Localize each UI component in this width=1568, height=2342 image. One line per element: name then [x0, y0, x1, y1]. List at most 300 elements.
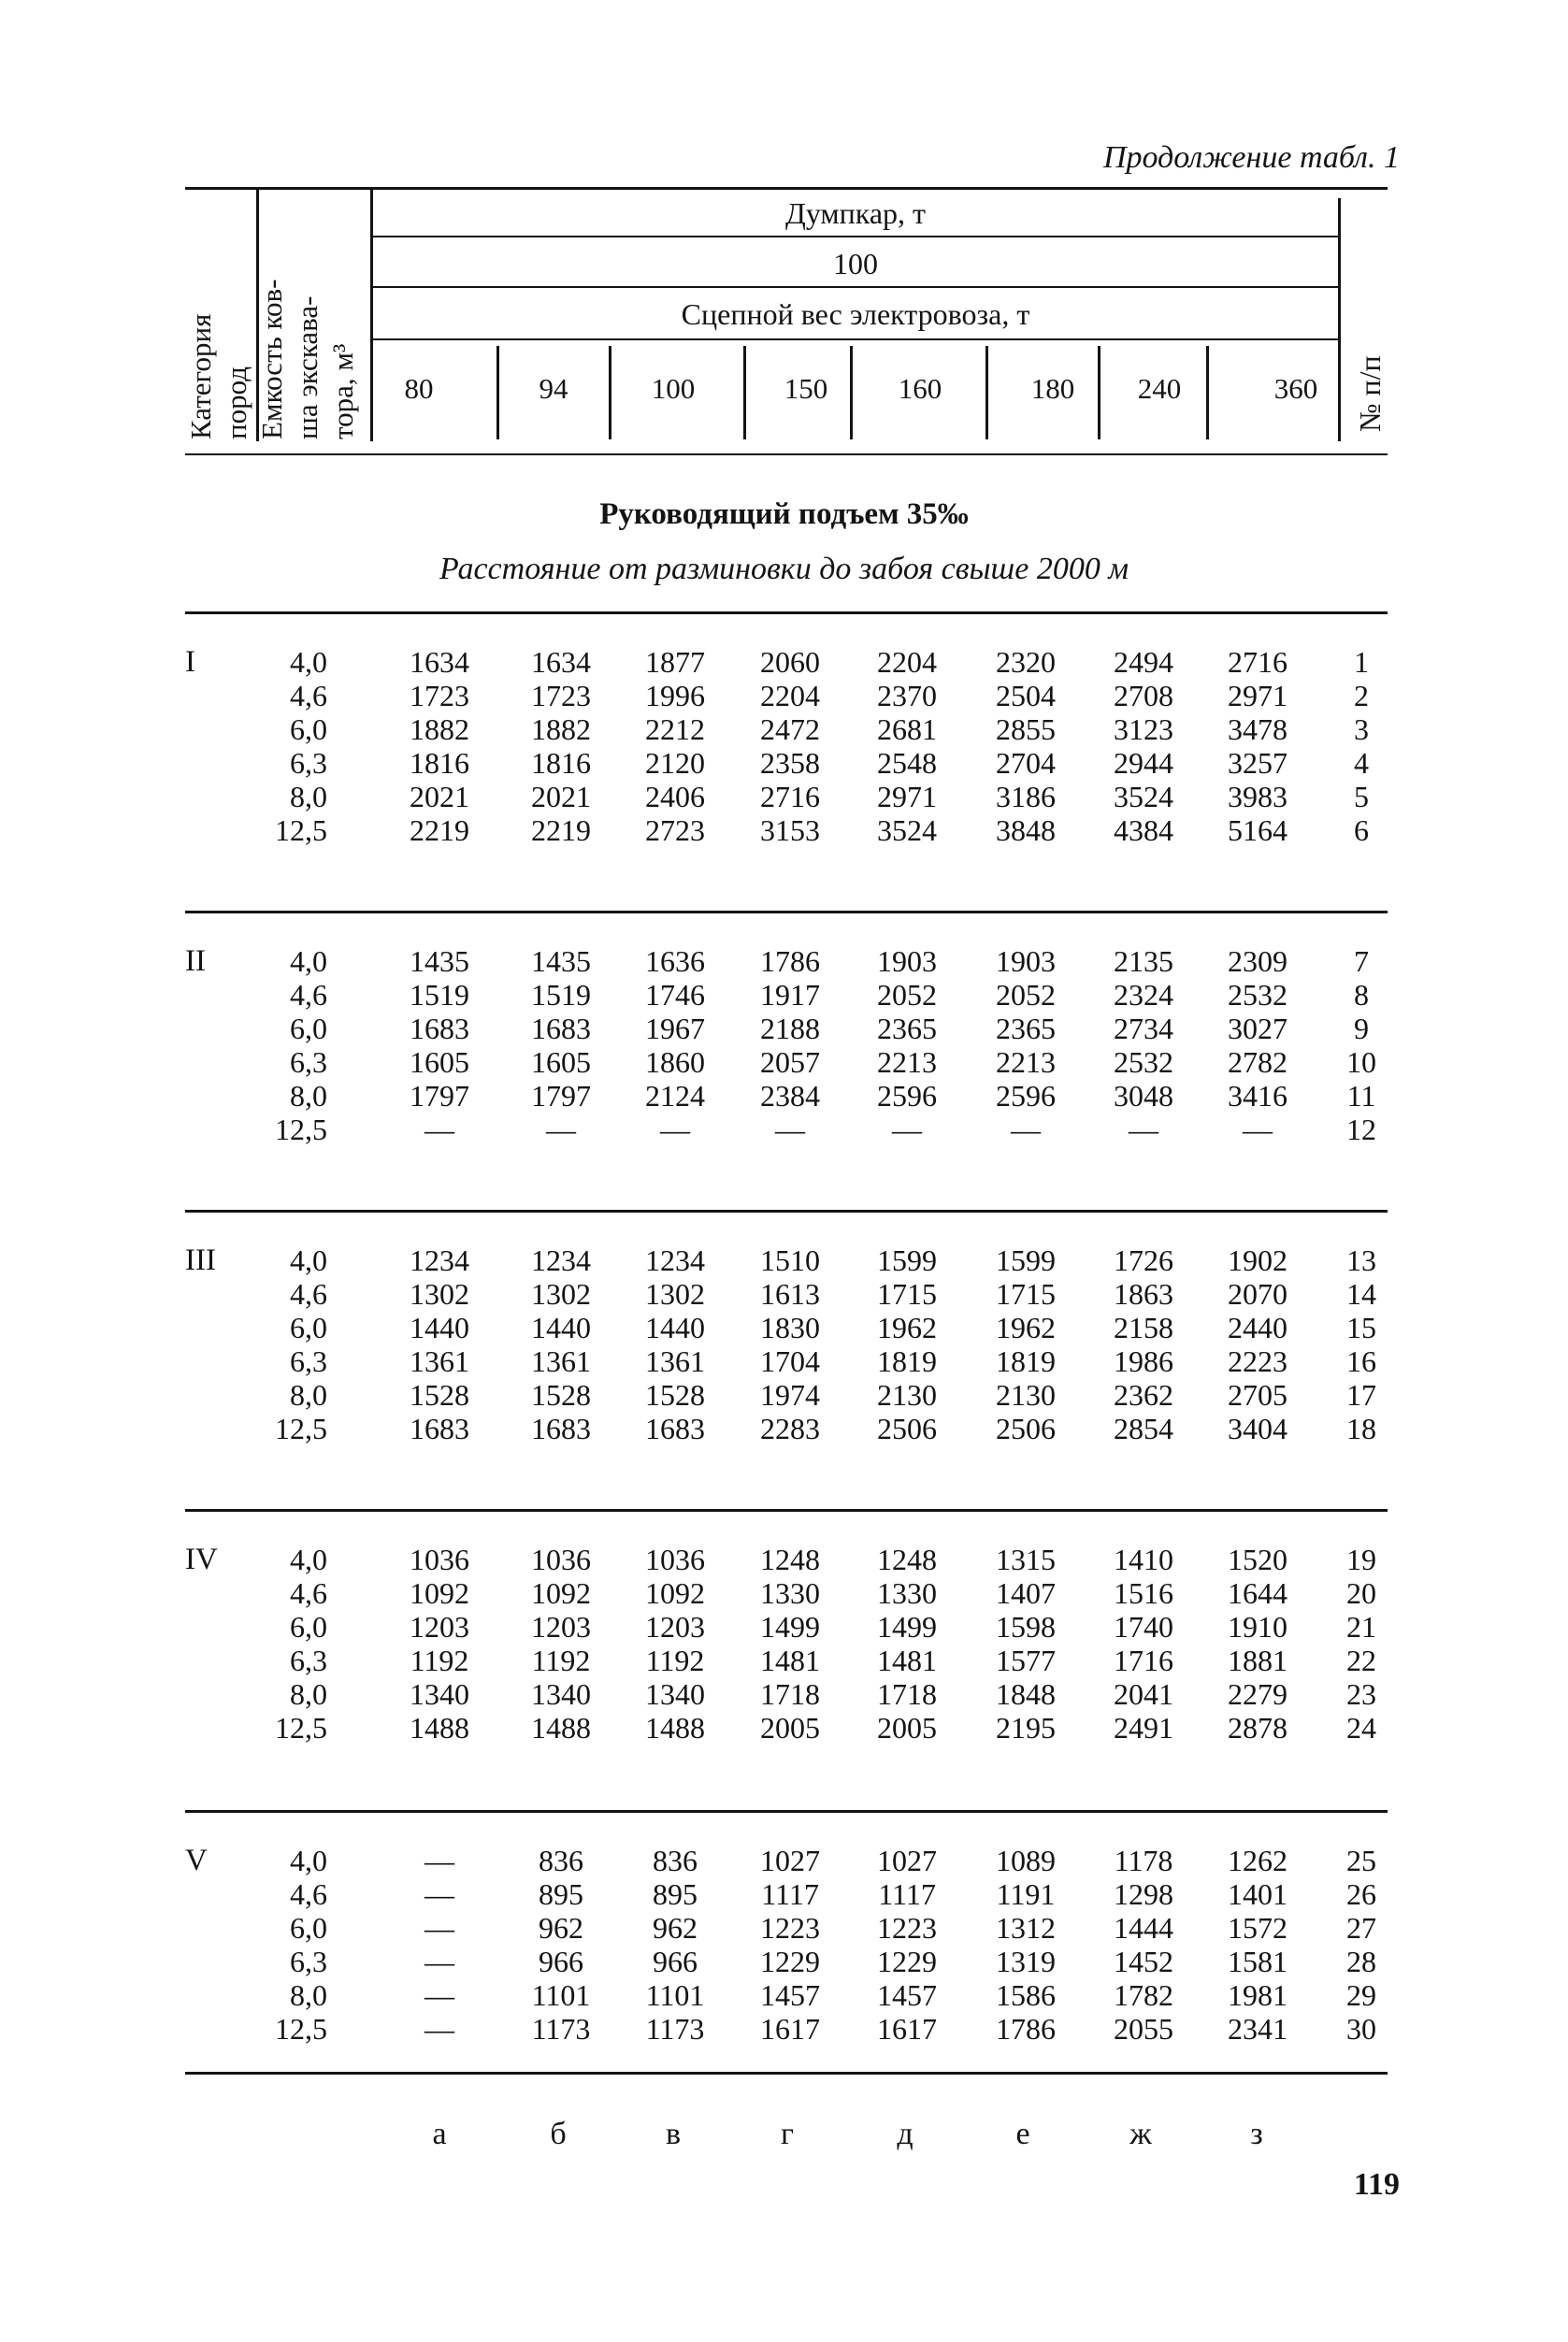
table-cell: 2324	[1114, 978, 1173, 1012]
table-cell: 1435	[410, 944, 469, 978]
category-label: II	[185, 944, 206, 978]
table-cell: 1634	[410, 645, 469, 679]
category-label: IV	[185, 1543, 218, 1576]
table-cell: 2365	[996, 1012, 1056, 1045]
table-cell: 2704	[996, 746, 1056, 780]
table-cell: 1617	[760, 2012, 820, 2046]
table-cell: 1830	[760, 1311, 820, 1344]
table-cell: 2341	[1228, 2012, 1287, 2046]
table-cell: 1572	[1228, 1911, 1287, 1945]
table-cell: 2504	[996, 679, 1056, 712]
row-number: 24	[1346, 1711, 1376, 1745]
table-cell: 2005	[877, 1711, 937, 1745]
table-cell: 1683	[531, 1012, 591, 1045]
table-cell: 1981	[1228, 1978, 1287, 2012]
table-cell: 836	[653, 1844, 698, 1877]
table-cell: 1340	[645, 1677, 705, 1711]
section-subtitle: Расстояние от разминовки до забоя свыше 2000 м	[439, 552, 1129, 586]
table-cell: 1452	[1114, 1945, 1173, 1978]
table-cell: 1599	[996, 1243, 1056, 1277]
loco-weight: 180	[1030, 372, 1075, 405]
table-cell: 1315	[996, 1543, 1056, 1576]
table-cell: 1683	[410, 1412, 469, 1445]
table-cell: 2406	[645, 780, 705, 813]
table-cell: 1974	[760, 1378, 820, 1412]
table-cell: 1797	[410, 1079, 469, 1113]
table-cell: 1117	[761, 1877, 819, 1911]
table-cell: 1117	[878, 1877, 936, 1911]
table-cell: 1410	[1114, 1543, 1173, 1576]
table-cell: 2878	[1228, 1711, 1287, 1745]
table-cell: 1605	[410, 1045, 469, 1079]
table-cell: 2135	[1114, 944, 1173, 978]
row-number: 4	[1354, 746, 1369, 780]
table-cell: 1036	[410, 1543, 469, 1576]
table-cell: 2052	[877, 978, 937, 1012]
table-cell: 1683	[531, 1412, 591, 1445]
table-cell: 3404	[1228, 1412, 1287, 1445]
table-cell: 1092	[410, 1576, 469, 1610]
bucket-capacity: 6,0	[290, 1012, 327, 1045]
bucket-capacity: 4,6	[290, 679, 327, 712]
table-cell: 1962	[877, 1311, 937, 1344]
table-cell: 1715	[877, 1277, 937, 1311]
table-cell: 2532	[1114, 1045, 1173, 1079]
table-cell: 2188	[760, 1012, 820, 1045]
table-cell: 1192	[410, 1644, 469, 1677]
table-cell: 2204	[760, 679, 820, 712]
row-number: 5	[1354, 780, 1369, 813]
table-cell: 1457	[877, 1978, 937, 2012]
table-cell: 1302	[531, 1277, 591, 1311]
bucket-capacity: 12,5	[275, 1113, 327, 1146]
table-cell: 3524	[877, 813, 937, 847]
table-cell: 2052	[996, 978, 1056, 1012]
table-cell: 1519	[410, 978, 469, 1012]
column-letter: е	[1015, 2117, 1030, 2151]
table-cell: 2472	[760, 712, 820, 746]
table-cell: 1488	[410, 1711, 469, 1745]
bucket-capacity: 6,0	[290, 1311, 327, 1344]
table-cell: 3848	[996, 813, 1056, 847]
table-cell: 1488	[531, 1711, 591, 1745]
loco-weight: 94	[539, 372, 568, 405]
table-cell: 2506	[877, 1412, 937, 1445]
table-cell: 1036	[645, 1543, 705, 1576]
bucket-capacity: 8,0	[290, 1378, 327, 1412]
bucket-capacity: 4,0	[290, 944, 327, 978]
table-cell: 1440	[645, 1311, 705, 1344]
table-cell: 1499	[877, 1610, 937, 1644]
bucket-capacity: 6,3	[290, 746, 327, 780]
table-cell: 1786	[996, 2012, 1056, 2046]
table-cell: 1726	[1114, 1243, 1173, 1277]
header-category-text: Категория пород	[184, 313, 252, 439]
row-number: 13	[1346, 1243, 1376, 1277]
bucket-capacity: 4,6	[290, 978, 327, 1012]
table-cell: 2213	[877, 1045, 937, 1079]
table-cell: 1613	[760, 1277, 820, 1311]
table-cell: 1598	[996, 1610, 1056, 1644]
bucket-capacity: 6,3	[290, 1045, 327, 1079]
table-cell: 2223	[1228, 1344, 1287, 1378]
table-cell: 1340	[410, 1677, 469, 1711]
table-cell: 3983	[1228, 780, 1287, 813]
table-cell: 2158	[1114, 1311, 1173, 1344]
table-cell: 1234	[531, 1243, 591, 1277]
table-cell: 2021	[531, 780, 591, 813]
table-cell: 2213	[996, 1045, 1056, 1079]
table-cell: 1683	[410, 1012, 469, 1045]
table-cell: 2370	[877, 679, 937, 712]
row-number: 14	[1346, 1277, 1376, 1311]
table-cell: 1819	[996, 1344, 1056, 1378]
table-cell: 2195	[996, 1711, 1056, 1745]
table-cell: 1203	[645, 1610, 705, 1644]
row-number: 22	[1346, 1644, 1376, 1677]
page-number: 119	[1353, 2167, 1400, 2202]
row-number: 11	[1346, 1079, 1376, 1113]
table-cell: 1203	[410, 1610, 469, 1644]
table-cell: 1092	[645, 1576, 705, 1610]
table-cell: —	[892, 1113, 922, 1146]
loco-weight: 150	[784, 372, 828, 405]
table-cell: 1746	[645, 978, 705, 1012]
table-cell: 2782	[1228, 1045, 1287, 1079]
table-cell: 1718	[877, 1677, 937, 1711]
loco-weight: 160	[898, 372, 942, 405]
table-cell: 1510	[760, 1243, 820, 1277]
bucket-capacity: 4,0	[290, 645, 327, 679]
table-cell: 1407	[996, 1576, 1056, 1610]
header-bucket-line1: Емкость ков-	[255, 279, 288, 439]
table-cell: 2596	[996, 1079, 1056, 1113]
table-cell: 1581	[1228, 1945, 1287, 1978]
table-cell: 1178	[1114, 1844, 1173, 1877]
table-cell: 3048	[1114, 1079, 1173, 1113]
category-label: III	[185, 1243, 216, 1277]
bucket-capacity: 8,0	[290, 1079, 327, 1113]
table-cell: 895	[653, 1877, 698, 1911]
table-cell: 4384	[1114, 813, 1173, 847]
table-cell: 1173	[531, 2012, 591, 2046]
table-cell: 2708	[1114, 679, 1173, 712]
row-number: 29	[1346, 1978, 1376, 2012]
table-cell: 966	[539, 1945, 583, 1978]
table-cell: 1223	[760, 1911, 820, 1945]
loco-weight: 100	[651, 372, 696, 405]
table-cell: 1089	[996, 1844, 1056, 1877]
table-cell: —	[424, 1113, 454, 1146]
table-cell: 2705	[1228, 1378, 1287, 1412]
table-cell: 1302	[410, 1277, 469, 1311]
table-cell: 1330	[877, 1576, 937, 1610]
table-cell: 2124	[645, 1079, 705, 1113]
table-cell: 1617	[877, 2012, 937, 2046]
column-letter: г	[781, 2117, 794, 2151]
table-cell: 1101	[645, 1978, 705, 2012]
table-cell: 2596	[877, 1079, 937, 1113]
row-number: 6	[1354, 813, 1369, 847]
table-cell: 1027	[877, 1844, 937, 1877]
table-cell: 1903	[996, 944, 1056, 978]
table-cell: 3153	[760, 813, 820, 847]
row-number: 23	[1346, 1677, 1376, 1711]
table-cell: 2120	[645, 746, 705, 780]
table-cell: 1248	[877, 1543, 937, 1576]
table-cell: 1644	[1228, 1576, 1287, 1610]
table-cell: 1229	[877, 1945, 937, 1978]
bucket-capacity: 12,5	[275, 813, 327, 847]
table-cell: 2060	[760, 645, 820, 679]
table-cell: 1819	[877, 1344, 937, 1378]
table-cell: 2548	[877, 746, 937, 780]
table-cell: 1330	[760, 1576, 820, 1610]
table-cell: 1917	[760, 978, 820, 1012]
table-cell: —	[1011, 1113, 1041, 1146]
table-cell: 3416	[1228, 1079, 1287, 1113]
table-cell: 1718	[760, 1677, 820, 1711]
row-number: 30	[1346, 2012, 1376, 2046]
bucket-capacity: 6,0	[290, 712, 327, 746]
table-cell: 1860	[645, 1045, 705, 1079]
table-cell: 1577	[996, 1644, 1056, 1677]
table-cell: —	[424, 1844, 454, 1877]
table-cell: 3257	[1228, 746, 1287, 780]
row-number: 9	[1354, 1012, 1369, 1045]
continuation-caption: Продолжение табл. 1	[1102, 140, 1400, 175]
table-cell: 1786	[760, 944, 820, 978]
table-cell: 836	[539, 1844, 583, 1877]
table-cell: 1634	[531, 645, 591, 679]
bucket-capacity: 4,6	[290, 1576, 327, 1610]
table-cell: 1520	[1228, 1543, 1287, 1576]
table-cell: 1298	[1114, 1877, 1173, 1911]
table-cell: —	[775, 1113, 805, 1146]
table-cell: 1488	[645, 1711, 705, 1745]
column-letter: в	[665, 2117, 682, 2151]
group-rule	[185, 1810, 1388, 1813]
table-cell: 2055	[1114, 2012, 1173, 2046]
table-cell: 2130	[996, 1378, 1056, 1412]
table-cell: 1962	[996, 1311, 1056, 1344]
bucket-capacity: 4,6	[290, 1877, 327, 1911]
row-number: 19	[1346, 1543, 1376, 1576]
table-cell: 3027	[1228, 1012, 1287, 1045]
bucket-capacity: 8,0	[290, 780, 327, 813]
table-cell: 1882	[410, 712, 469, 746]
row-number: 25	[1346, 1844, 1376, 1877]
column-letter: д	[897, 2117, 913, 2151]
table-cell: 1882	[531, 712, 591, 746]
table-cell: 1516	[1114, 1576, 1173, 1610]
table-cell: 1715	[996, 1277, 1056, 1311]
table-cell: 2855	[996, 712, 1056, 746]
row-number: 15	[1346, 1311, 1376, 1344]
table-cell: 1223	[877, 1911, 937, 1945]
table-cell: 1203	[531, 1610, 591, 1644]
table-cell: 1586	[996, 1978, 1056, 2012]
bucket-capacity: 12,5	[275, 1711, 327, 1745]
table-cell: 2320	[996, 645, 1056, 679]
table-cell: 2358	[760, 746, 820, 780]
column-letter: з	[1250, 2117, 1263, 2151]
table-cell: —	[1129, 1113, 1158, 1146]
table-cell: 962	[539, 1911, 583, 1945]
table-cell: 1740	[1114, 1610, 1173, 1644]
table-cell: 1481	[760, 1644, 820, 1677]
table-cell: 1910	[1228, 1610, 1287, 1644]
row-number: 1	[1354, 645, 1369, 679]
table-cell: 2532	[1228, 978, 1287, 1012]
table-cell: 2384	[760, 1079, 820, 1113]
table-cell: 962	[653, 1911, 698, 1945]
group-rule	[185, 911, 1388, 913]
category-label: I	[185, 645, 195, 679]
row-number: 28	[1346, 1945, 1376, 1978]
table-cell: 1234	[645, 1243, 705, 1277]
row-number: 12	[1346, 1113, 1376, 1146]
table-cell: 1499	[760, 1610, 820, 1644]
dumpcar-label: Думпкар, т	[784, 196, 927, 230]
table-cell: 895	[539, 1877, 583, 1911]
table-bottom-rule	[185, 2072, 1388, 2075]
table-cell: 2362	[1114, 1378, 1173, 1412]
group-rule	[185, 611, 1388, 614]
table-cell: 1528	[410, 1378, 469, 1412]
header-bucket-line3: тора, м³	[326, 343, 359, 439]
table-cell: 1986	[1114, 1344, 1173, 1378]
table-cell: 1816	[531, 746, 591, 780]
table-cell: 1101	[531, 1978, 591, 2012]
table-cell: 1797	[531, 1079, 591, 1113]
row-number: 8	[1354, 978, 1369, 1012]
table-cell: 1234	[410, 1243, 469, 1277]
table-cell: 2365	[877, 1012, 937, 1045]
table-cell: 966	[653, 1945, 698, 1978]
table-cell: 1848	[996, 1677, 1056, 1711]
table-cell: 3186	[996, 780, 1056, 813]
row-number: 16	[1346, 1344, 1376, 1378]
bucket-capacity: 8,0	[290, 1978, 327, 2012]
category-label: V	[185, 1844, 208, 1877]
row-number: 7	[1354, 944, 1369, 978]
row-number: 17	[1346, 1378, 1376, 1412]
table-cell: 2971	[1228, 679, 1287, 712]
bucket-capacity: 6,3	[290, 1945, 327, 1978]
table-cell: 1192	[645, 1644, 705, 1677]
table-cell: 2716	[1228, 645, 1287, 679]
bucket-capacity: 6,0	[290, 1610, 327, 1644]
header-bucket-line2: ша экскава-	[291, 295, 324, 439]
group-rule	[185, 1509, 1388, 1512]
row-number: 20	[1346, 1576, 1376, 1610]
row-number: 27	[1346, 1911, 1376, 1945]
table-cell: 1902	[1228, 1243, 1287, 1277]
table-cell: 5164	[1228, 813, 1287, 847]
table-cell: 1036	[531, 1543, 591, 1576]
table-cell: 1881	[1228, 1644, 1287, 1677]
table-cell: 2734	[1114, 1012, 1173, 1045]
table-cell: 2854	[1114, 1412, 1173, 1445]
table-cell: 2212	[645, 712, 705, 746]
table-cell: 2219	[531, 813, 591, 847]
table-cell: 1605	[531, 1045, 591, 1079]
table-cell: 1312	[996, 1911, 1056, 1945]
table-cell: 2204	[877, 645, 937, 679]
table-cell: 1361	[531, 1344, 591, 1378]
table-cell: 2021	[410, 780, 469, 813]
table-cell: 1440	[410, 1311, 469, 1344]
table-cell: 1248	[760, 1543, 820, 1576]
column-letter: а	[432, 2117, 447, 2151]
table-cell: 1996	[645, 679, 705, 712]
bucket-capacity: 6,0	[290, 1911, 327, 1945]
table-cell: —	[660, 1113, 690, 1146]
table-cell: 2494	[1114, 645, 1173, 679]
table-cell: —	[424, 2012, 454, 2046]
header-rownum-text: № п/п	[1353, 355, 1387, 432]
table-cell: 1877	[645, 645, 705, 679]
table-cell: 1302	[645, 1277, 705, 1311]
table-cell: 1816	[410, 746, 469, 780]
column-letter: ж	[1129, 2117, 1152, 2151]
table-cell: 2440	[1228, 1311, 1287, 1344]
table-cell: 1173	[645, 2012, 705, 2046]
bucket-capacity: 4,6	[290, 1277, 327, 1311]
table-cell: 2491	[1114, 1711, 1173, 1745]
table-cell: 2723	[645, 813, 705, 847]
table-cell: 1435	[531, 944, 591, 978]
table-cell: 1444	[1114, 1911, 1173, 1945]
table-cell: 1481	[877, 1644, 937, 1677]
table-cell: 1863	[1114, 1277, 1173, 1311]
table-cell: 2057	[760, 1045, 820, 1079]
bucket-capacity: 6,3	[290, 1344, 327, 1378]
table-cell: 1519	[531, 978, 591, 1012]
table-cell: 1636	[645, 944, 705, 978]
table-cell: 1723	[410, 679, 469, 712]
dumpcar-value: 100	[833, 247, 878, 280]
table-cell: 2971	[877, 780, 937, 813]
section-title: Руководящий подъем 35‰	[599, 497, 969, 531]
table-cell: —	[1243, 1113, 1273, 1146]
table-cell: 2130	[877, 1378, 937, 1412]
table-cell: 1903	[877, 944, 937, 978]
table-cell: 2070	[1228, 1277, 1287, 1311]
table-cell: 2681	[877, 712, 937, 746]
bucket-capacity: 4,0	[290, 1844, 327, 1877]
row-number: 18	[1346, 1412, 1376, 1445]
loco-weight: 80	[404, 372, 434, 405]
table-cell: 2005	[760, 1711, 820, 1745]
table-cell: 2283	[760, 1412, 820, 1445]
table-cell: 3524	[1114, 780, 1173, 813]
table-cell: 1262	[1228, 1844, 1287, 1877]
table-cell: 1229	[760, 1945, 820, 1978]
table-cell: 2219	[410, 813, 469, 847]
table-cell: 1191	[996, 1877, 1056, 1911]
loco-weight: 240	[1137, 372, 1182, 405]
table-cell: 1092	[531, 1576, 591, 1610]
group-rule	[185, 1210, 1388, 1213]
table-cell: 1401	[1228, 1877, 1287, 1911]
bucket-capacity: 6,3	[290, 1644, 327, 1677]
table-cell: 2716	[760, 780, 820, 813]
table-cell: 1192	[531, 1644, 591, 1677]
bucket-capacity: 4,0	[290, 1543, 327, 1576]
table-cell: 1599	[877, 1243, 937, 1277]
